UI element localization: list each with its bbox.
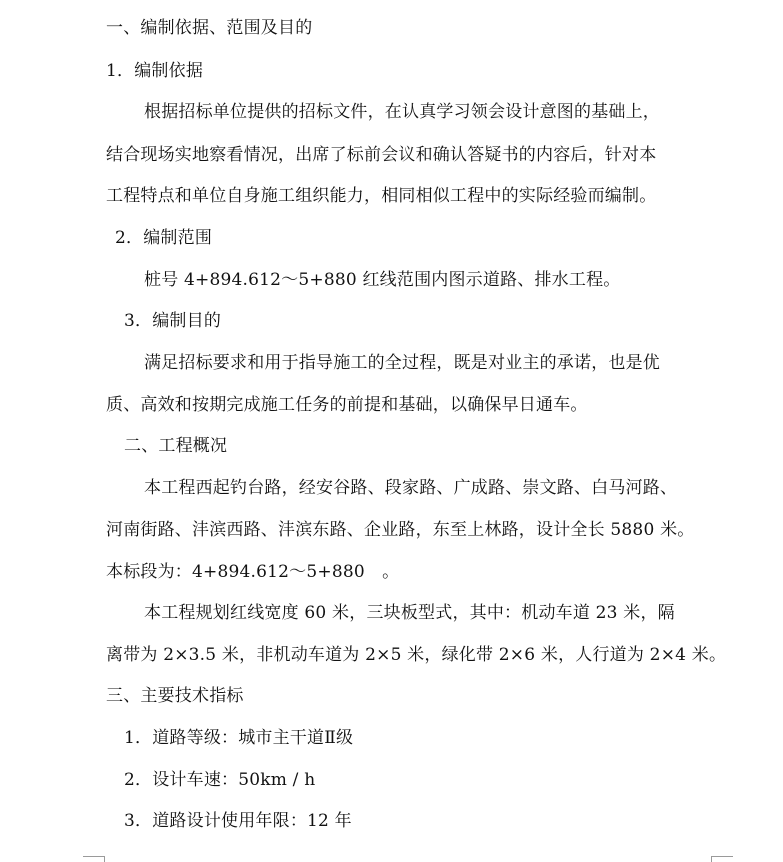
crop-mark-left-vertical xyxy=(104,856,105,862)
section-1-heading: 一、编制依据、范围及目的 xyxy=(106,18,313,38)
tech-indicator-2: 2．设计车速：50km / h xyxy=(124,770,316,790)
basis-paragraph-line-1: 根据招标单位提供的招标文件，在认真学习领会设计意图的基础上， xyxy=(144,102,660,122)
scope-paragraph-line-1: 桩号 4+894.612～5+880 红线范围内图示道路、排水工程。 xyxy=(144,270,621,290)
tech-indicator-1: 1．道路等级：城市主干道Ⅱ级 xyxy=(124,728,354,748)
basis-paragraph-line-2: 结合现场实地察看情况，出席了标前会议和确认答疑书的内容后，针对本 xyxy=(106,145,657,165)
overview-paragraph-2-line-2: 离带为 2×3.5 米，非机动车道为 2×5 米，绿化带 2×6 米，人行道为 2×4 米。 xyxy=(106,645,727,665)
subsection-1-3-heading: 3．编制目的 xyxy=(124,311,222,331)
subsection-1-2-heading: 2．编制范围 xyxy=(115,228,213,248)
crop-mark-right-vertical xyxy=(711,856,712,862)
crop-mark-right-horizontal xyxy=(711,856,733,857)
section-3-heading: 三、主要技术指标 xyxy=(106,686,244,706)
overview-paragraph-1-line-1: 本工程西起钓台路，经安谷路、段家路、广成路、崇文路、白马河路、 xyxy=(144,478,678,498)
section-2-heading: 二、工程概况 xyxy=(124,436,228,456)
overview-paragraph-1-line-2: 河南街路、沣滨西路、沣滨东路、企业路，东至上林路，设计全长 5880 米。 xyxy=(106,520,695,540)
tech-indicator-3: 3．道路设计使用年限：12 年 xyxy=(124,811,352,831)
basis-paragraph-line-3: 工程特点和单位自身施工组织能力，相同相似工程中的实际经验而编制。 xyxy=(106,186,657,206)
crop-mark-left-horizontal xyxy=(83,856,105,857)
subsection-1-1-heading: 1．编制依据 xyxy=(106,61,204,81)
purpose-paragraph-line-2: 质、高效和按期完成施工任务的前提和基础，以确保早日通车。 xyxy=(106,395,588,415)
overview-paragraph-2-line-1: 本工程规划红线宽度 60 米，三块板型式，其中：机动车道 23 米，隔 xyxy=(144,603,675,623)
purpose-paragraph-line-1: 满足招标要求和用于指导施工的全过程，既是对业主的承诺，也是优 xyxy=(144,353,660,373)
overview-paragraph-1-line-3: 本标段为：4+894.612～5+880 。 xyxy=(106,562,400,582)
